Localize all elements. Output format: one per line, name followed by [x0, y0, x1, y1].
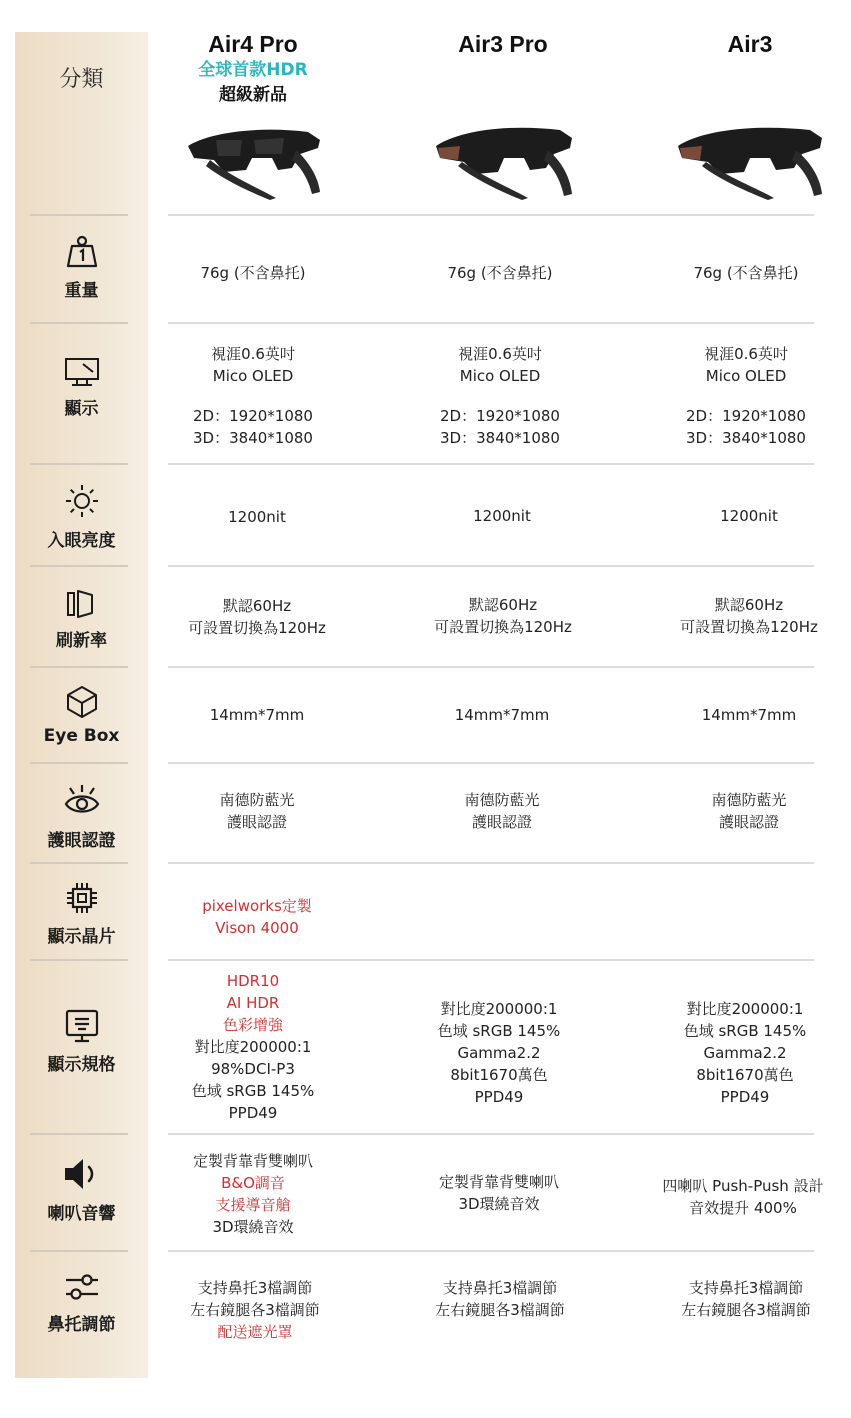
spec-line: 可設置切換為120Hz [434, 618, 572, 636]
nose-air4-pro [130, 1277, 380, 1343]
spec-line: 可設置切換為120Hz [188, 619, 326, 637]
spec-line: 護眼認證 [471, 813, 532, 831]
spec-line-highlight: B&O調音 [221, 1174, 285, 1192]
row-title: 護眼認證 [47, 831, 116, 851]
model-name: Air3 Pro [458, 31, 548, 57]
row-title: 顯示 [64, 399, 99, 419]
spec-line: 色域 sRGB 145% [191, 1082, 315, 1100]
spec-line: 2D：1920*1080 [686, 407, 806, 425]
spec-line: 南德防藍光 [464, 791, 540, 809]
spec-air3-pro [374, 998, 624, 1108]
eyebox-air4-pro: 14mm*7mm [209, 706, 305, 724]
nose-air3-pro [375, 1277, 625, 1321]
sun-icon [63, 482, 101, 520]
spec-line: PPD49 [720, 1088, 770, 1106]
spec-line: 默認60Hz [468, 596, 538, 614]
row-title: 入眼亮度 [47, 531, 116, 551]
eyecare-air4-pro [132, 789, 382, 833]
spec-line: 默認60Hz [222, 597, 292, 615]
spec-line: Gamma2.2 [703, 1044, 787, 1062]
spec-line: 視涯0.6英吋 [211, 345, 295, 363]
row-divider [168, 1250, 814, 1252]
spec-line: 護眼認證 [718, 813, 779, 831]
spec-line: 8bit1670萬色 [450, 1066, 548, 1084]
display-air3-pro [375, 343, 625, 449]
row-title: 重量 [64, 281, 99, 301]
chip-icon [64, 880, 100, 916]
row-divider [168, 862, 814, 864]
brightness-air3-pro: 1200nit [473, 507, 531, 525]
cube-icon [64, 684, 100, 720]
row-label-eyecare [15, 782, 148, 851]
spec-line: 3D：3840*1080 [440, 429, 560, 447]
spec-line-highlight: AI HDR [226, 994, 280, 1012]
brightness-air4-pro: 1200nit [228, 508, 286, 526]
column-header-air3 [630, 30, 851, 58]
row-label-nose [15, 1270, 148, 1335]
spec-air4-pro [128, 970, 378, 1124]
row-divider [30, 214, 128, 216]
row-divider [30, 1250, 128, 1252]
eyebox-air3: 14mm*7mm [701, 706, 797, 724]
audio-air4-pro [128, 1150, 378, 1238]
audio-air3-pro [374, 1171, 624, 1215]
row-divider [168, 565, 814, 567]
spec-line: PPD49 [228, 1104, 278, 1122]
category-header: 分類 [59, 67, 104, 92]
spec-line: 定製背靠背雙喇叭 [438, 1173, 559, 1191]
spec-line-highlight: Vison 4000 [215, 919, 299, 937]
chip-air4-pro [132, 895, 382, 939]
spec-line: 支持鼻托3檔調節 [442, 1279, 558, 1297]
spec-line: 視涯0.6英吋 [704, 345, 788, 363]
row-label-chip [15, 880, 148, 947]
spec-line: 2D：1920*1080 [193, 407, 313, 425]
spec-line: 對比度200000:1 [686, 1000, 804, 1018]
spec-line: 對比度200000:1 [440, 1000, 558, 1018]
spec-line-highlight: pixelworks定製 [202, 897, 312, 915]
row-title: 鼻托調節 [47, 1315, 116, 1335]
spec-line: 98%DCI-P3 [211, 1060, 295, 1078]
row-divider [168, 214, 814, 216]
air4-pro-glasses-image [180, 118, 325, 200]
spec-line: 2D：1920*1080 [440, 407, 560, 425]
column-header-air3-pro [383, 30, 623, 58]
audio-air3 [618, 1175, 851, 1219]
brightness-air3: 1200nit [720, 507, 778, 525]
row-title: Eye Box [43, 726, 120, 746]
weight-icon [64, 234, 100, 270]
spec-line-highlight: HDR10 [226, 972, 280, 990]
row-divider [168, 762, 814, 764]
eyecare-air3 [624, 789, 851, 833]
spec-line: 左右鏡腿各3檔調節 [190, 1301, 320, 1319]
spec-line: 支持鼻托3檔調節 [688, 1279, 804, 1297]
spec-line: 色域 sRGB 145% [683, 1022, 807, 1040]
row-divider [168, 322, 814, 324]
spec-line: 左右鏡腿各3檔調節 [435, 1301, 565, 1319]
row-title: 刷新率 [56, 631, 107, 651]
refresh-air3 [624, 594, 851, 638]
row-divider [30, 1133, 128, 1135]
row-divider [168, 463, 814, 465]
row-divider [168, 1133, 814, 1135]
refresh-rate-icon [64, 588, 100, 620]
spec-line: 3D環繞音效 [212, 1218, 294, 1236]
refresh-air4-pro [132, 595, 382, 639]
spec-line: 定製背靠背雙喇叭 [192, 1152, 313, 1170]
spec-line: 音效提升 400% [689, 1199, 797, 1217]
column-header-air4-pro [133, 30, 373, 108]
row-divider [30, 762, 128, 764]
monitor-icon [63, 356, 101, 388]
row-divider [168, 959, 814, 961]
spec-line: 默認60Hz [714, 596, 784, 614]
weight-air4-pro: 76g (不含鼻托) [200, 264, 306, 282]
row-divider [30, 322, 128, 324]
row-title: 喇叭音響 [47, 1204, 116, 1224]
model-name: Air3 [727, 31, 773, 57]
spec-line: 3D：3840*1080 [686, 429, 806, 447]
eye-icon [62, 782, 102, 820]
spec-line: 四喇叭 Push-Push 設計 [662, 1177, 824, 1195]
spec-line: 色域 sRGB 145% [437, 1022, 561, 1040]
row-title: 顯示規格 [47, 1055, 116, 1075]
row-label-refresh [15, 588, 148, 651]
spec-line-highlight: 色彩增強 [222, 1016, 283, 1034]
spec-line: PPD49 [474, 1088, 524, 1106]
spec-line: 對比度200000:1 [194, 1038, 312, 1056]
screen-icon [63, 1008, 101, 1044]
spec-line: 支持鼻托3檔調節 [197, 1279, 313, 1297]
refresh-air3-pro [378, 594, 628, 638]
weight-air3: 76g (不含鼻托) [693, 264, 799, 282]
spec-line: 8bit1670萬色 [696, 1066, 794, 1084]
spec-line: 左右鏡腿各3檔調節 [681, 1301, 811, 1319]
spec-line: 南德防藍光 [711, 791, 787, 809]
spec-line-highlight: 配送遮光罩 [217, 1323, 293, 1341]
air3-pro-glasses-image [430, 116, 575, 200]
spec-line: 可設置切換為120Hz [680, 618, 818, 636]
nose-air3 [621, 1277, 851, 1321]
air3-glasses-image [672, 116, 827, 200]
row-divider [30, 862, 128, 864]
row-label-eyebox [15, 684, 148, 746]
eyebox-air3-pro: 14mm*7mm [454, 706, 550, 724]
row-divider [30, 666, 128, 668]
spec-line: 南德防藍光 [219, 791, 295, 809]
model-name: Air4 Pro [208, 31, 298, 57]
display-air4-pro [128, 343, 378, 449]
model-tagline: 全球首款HDR [198, 60, 308, 80]
eyecare-air3-pro [377, 789, 627, 833]
spec-line: Mico OLED [705, 367, 787, 385]
spec-line: 護眼認證 [226, 813, 287, 831]
row-divider [30, 959, 128, 961]
display-air3 [621, 343, 851, 449]
spec-line: Mico OLED [459, 367, 541, 385]
weight-air3-pro: 76g (不含鼻托) [447, 264, 553, 282]
row-label-brightness [15, 482, 148, 551]
spec-line: Mico OLED [212, 367, 294, 385]
spec-line: 視涯0.6英吋 [458, 345, 542, 363]
spec-line-highlight: 支援導音艙 [215, 1196, 291, 1214]
row-title: 顯示晶片 [47, 927, 116, 947]
spec-air3 [620, 998, 851, 1108]
model-badge: 超級新品 [219, 85, 287, 105]
row-divider [30, 463, 128, 465]
speaker-icon [61, 1155, 103, 1193]
row-divider [30, 565, 128, 567]
spec-line: 3D環繞音效 [458, 1195, 540, 1213]
sliders-icon [63, 1270, 101, 1304]
spec-line: Gamma2.2 [457, 1044, 541, 1062]
row-divider [168, 666, 814, 668]
spec-line: 3D：3840*1080 [193, 429, 313, 447]
